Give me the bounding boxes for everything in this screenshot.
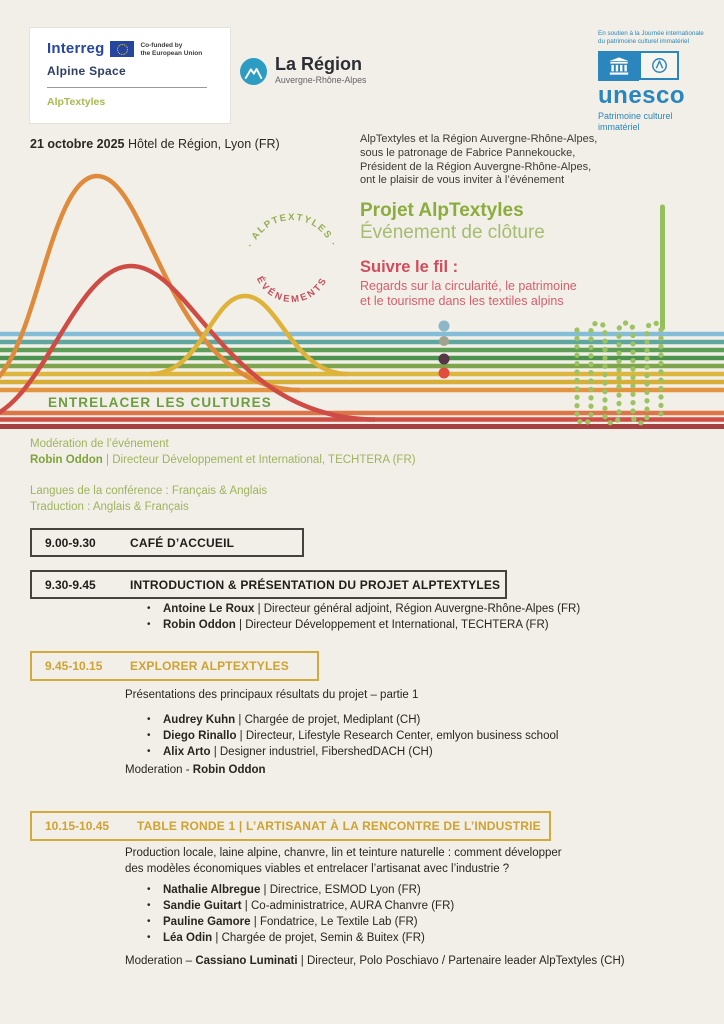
badge-bottom-text: ÉVÉNEMENTS [254, 274, 330, 306]
event-badge [245, 212, 339, 305]
unesco-support-text: En soutien à la Journée internationale du patrimoine culturel immatériel [598, 30, 704, 45]
stripe-band [0, 334, 724, 427]
speaker-item: • Nathalie Albregue | Directrice, ESMOD Lyon (FR) [147, 884, 421, 896]
moderation-block [30, 437, 416, 468]
session-4-title: TABLE RONDE 1 | L’ARTISANAT À LA RENCONTRE DE L’INDUSTRIE [137, 819, 541, 833]
event-subtitle-detail: Regards sur la circularité, le patrimoine et le tourisme dans les textiles alpins [360, 279, 577, 308]
session-4-moderation: Moderation – Cassiano Luminati | Directeur, Polo Poschiavo / Partenaire leader AlpTextyles (CH) [125, 955, 625, 967]
ich-emblem-icon [639, 51, 679, 80]
moderator-line: Robin Oddon | Directeur Développement et International, TECHTERA (FR) [30, 453, 416, 466]
speaker-item: • Diego Rinallo | Directeur, Lifestyle Research Center, emlyon business school [147, 730, 559, 742]
session-3-title: EXPLORER ALPTEXTYLES [130, 659, 289, 673]
unesco-temple-icon [598, 51, 639, 81]
session-box-2 [30, 570, 507, 599]
eu-flag-icon [110, 41, 134, 57]
interreg-logo-card [30, 28, 230, 123]
session-3-time: 9.45-10.15 [45, 659, 103, 673]
svg-text:ÉVÉNEMENTS [254, 275, 330, 306]
speaker-item: • Léa Odin | Chargée de projet, Semin & Buitex (FR) [147, 932, 425, 944]
session-2-title: INTRODUCTION & PRÉSENTATION DU PROJET ALPTEXTYLES [130, 577, 501, 592]
event-type-title: Événement de clôture [360, 222, 545, 243]
event-venue: Hôtel de Région, Lyon (FR) [124, 137, 280, 151]
unesco-logo-block [598, 30, 716, 132]
unesco-wordmark: unesco [598, 82, 686, 110]
session-1-title: CAFÉ D’ACCUEIL [130, 535, 235, 550]
divider [47, 87, 207, 88]
svg-text:· ALPTEXTYLES · [245, 212, 339, 249]
session-3-speakers [147, 712, 558, 760]
event-date-line [30, 137, 280, 151]
alptextyles-label: AlpTextyles [47, 95, 106, 108]
region-logo [240, 54, 366, 85]
speaker-item: • Robin Oddon | Directeur Développement et International, TECHTERA (FR) [147, 619, 549, 631]
project-title: Projet AlpTextyles [360, 200, 524, 221]
invitation-text: AlpTextyles et la Région Auvergne-Rhône-Alpes, sous le patronage de Fabrice Pannekoucke, Président de la Région Auvergne-Rhône-Alpes, ont le plaisir de vous inviter à l’événement [360, 133, 598, 187]
alpine-space-label: Alpine Space [47, 63, 126, 78]
eu-cofunded-label: Co-funded by the European Union [140, 42, 203, 57]
tagline: ENTRELACER LES CULTURES [48, 395, 272, 410]
session-3-moderation: Moderation - Robin Oddon [125, 764, 266, 776]
translation-line: Traduction : Anglais & Français [30, 500, 189, 513]
region-subname: Auvergne-Rhône-Alpes [275, 75, 367, 85]
event-subtitle: Suivre le fil : [360, 258, 459, 276]
speaker-item: • Antoine Le Roux | Directeur général adjoint, Région Auvergne-Rhône-Alpes (FR) [147, 603, 581, 615]
interreg-wordmark: Interreg [47, 40, 105, 57]
session-2-speakers [147, 601, 580, 633]
languages-line: Langues de la conférence : Français & Anglais [30, 485, 268, 497]
session-2-time: 9.30-9.45 [45, 577, 96, 592]
speaker-item: • Pauline Gamore | Fondatrice, Le Textile Lab (FR) [147, 916, 418, 928]
badge-top-text: · ALPTEXTYLES · [244, 211, 340, 250]
session-box-3 [30, 651, 319, 681]
event-date: 21 octobre 2025 [30, 137, 125, 151]
moderation-label: Modération de l’événement [30, 438, 169, 450]
session-box-4 [30, 811, 551, 841]
title-block [360, 200, 577, 309]
speaker-item: • Sandie Guitart | Co-administratrice, AURA Chanvre (FR) [147, 900, 455, 912]
session-4-time: 10.15-10.45 [45, 819, 110, 833]
session-4-speakers [147, 882, 454, 946]
session-box-1 [30, 528, 304, 557]
session-4-intro: Production locale, laine alpine, chanvre, lin et teinture naturelle : comment développer des modèles économiques viables et entrelacer l’artisanat avec l’industrie ? [125, 847, 562, 875]
region-name: La Région [275, 54, 363, 74]
languages-block [30, 484, 267, 515]
session-1-time: 9.00-9.30 [45, 535, 96, 550]
unesco-tagline: Patrimoine culturel immatériel [598, 111, 673, 132]
speaker-item: • Alix Arto | Designer industriel, FibershedDACH (CH) [147, 746, 433, 758]
mountain-icon [240, 58, 267, 85]
speaker-item: • Audrey Kuhn | Chargée de projet, Mediplant (CH) [147, 714, 421, 726]
session-3-intro: Présentations des principaux résultats du projet – partie 1 [125, 689, 419, 701]
